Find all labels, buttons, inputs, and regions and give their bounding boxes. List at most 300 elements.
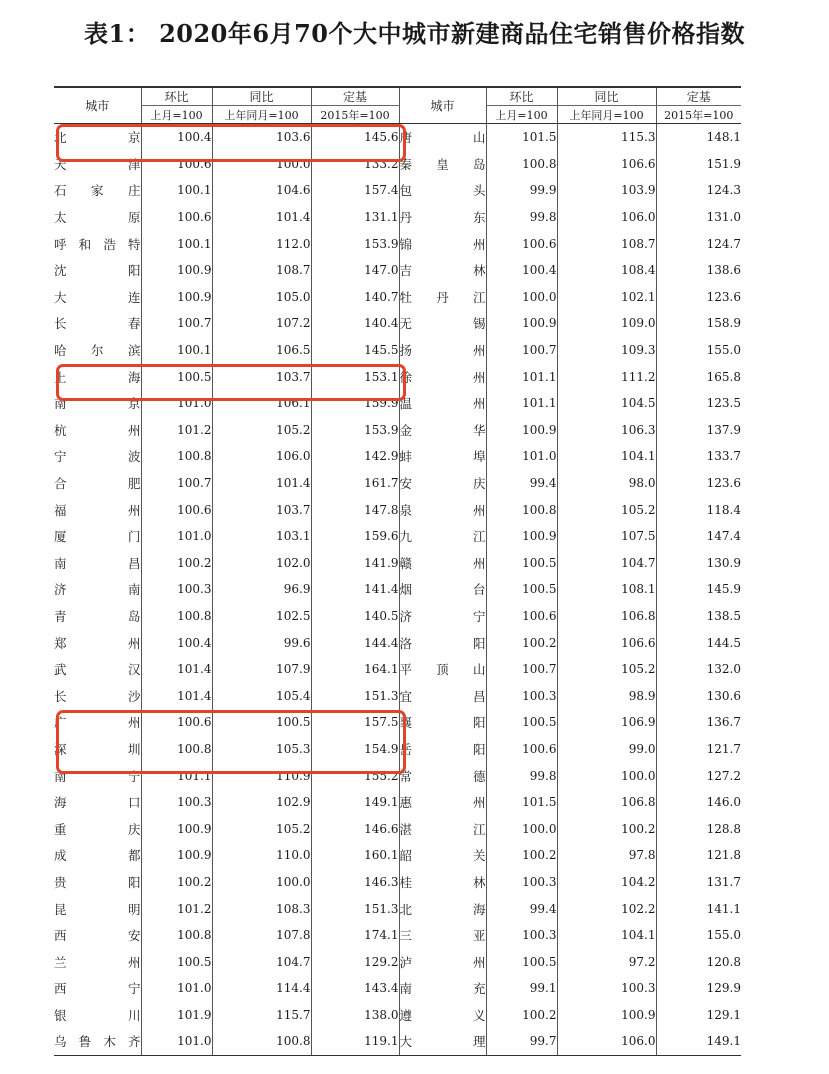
yoy-value: 100.5 bbox=[212, 709, 311, 736]
fixed-value: 151.3 bbox=[311, 682, 399, 709]
fixed-value: 146.0 bbox=[656, 789, 741, 816]
city-name: 桂 林 bbox=[399, 869, 486, 896]
table-row bbox=[54, 815, 741, 842]
mom-value: 101.5 bbox=[486, 789, 557, 816]
yoy-value: 106.8 bbox=[557, 603, 656, 630]
yoy-value: 102.0 bbox=[212, 550, 311, 577]
mom-value: 100.1 bbox=[141, 177, 212, 204]
yoy-value: 108.7 bbox=[212, 257, 311, 284]
city-name: 北 海 bbox=[399, 895, 486, 922]
city-name: 洛 阳 bbox=[399, 629, 486, 656]
table-row bbox=[54, 948, 741, 975]
fixed-value: 127.2 bbox=[656, 762, 741, 789]
mom-value: 100.9 bbox=[141, 842, 212, 869]
table-row bbox=[54, 603, 741, 630]
table-row bbox=[54, 257, 741, 284]
yoy-value: 100.0 bbox=[557, 762, 656, 789]
city-name: 石家庄 bbox=[54, 183, 141, 199]
yoy-value: 100.0 bbox=[212, 869, 311, 896]
fixed-value: 145.6 bbox=[311, 124, 399, 151]
fixed-value: 133.7 bbox=[656, 443, 741, 470]
fixed-base-header: 2015年=100 bbox=[656, 106, 741, 124]
table-row bbox=[54, 124, 741, 151]
mom-value: 100.5 bbox=[486, 576, 557, 603]
city-name: 南 宁 bbox=[54, 768, 141, 784]
table-row bbox=[54, 284, 741, 311]
fixed-value: 128.8 bbox=[656, 815, 741, 842]
mom-value: 101.0 bbox=[141, 975, 212, 1002]
table-row bbox=[54, 390, 741, 417]
yoy-value: 108.4 bbox=[557, 257, 656, 284]
city-name: 太 原 bbox=[54, 210, 141, 226]
mom-value: 100.6 bbox=[141, 496, 212, 523]
table-row bbox=[54, 496, 741, 523]
yoy-value: 103.7 bbox=[212, 363, 311, 390]
yoy-value: 108.1 bbox=[557, 576, 656, 603]
fixed-value: 141.1 bbox=[656, 895, 741, 922]
fixed-value: 138.5 bbox=[656, 603, 741, 630]
mom-value: 101.4 bbox=[141, 656, 212, 683]
yoy-value: 100.2 bbox=[557, 815, 656, 842]
fixed-value: 141.4 bbox=[311, 576, 399, 603]
table-row bbox=[54, 762, 741, 789]
mom-value: 100.9 bbox=[486, 417, 557, 444]
yoy-value: 98.0 bbox=[557, 470, 656, 497]
fixed-value: 157.4 bbox=[311, 177, 399, 204]
city-name: 昆 明 bbox=[54, 901, 141, 917]
fixed-value: 155.2 bbox=[311, 762, 399, 789]
yoy-value: 105.3 bbox=[212, 736, 311, 763]
mom-value: 101.9 bbox=[141, 1002, 212, 1029]
table-row bbox=[54, 842, 741, 869]
fixed-value: 159.9 bbox=[311, 390, 399, 417]
city-name: 重 庆 bbox=[54, 821, 141, 837]
table-row bbox=[54, 656, 741, 683]
mom-base-header: 上月=100 bbox=[141, 106, 212, 124]
fixed-value: 149.1 bbox=[656, 1028, 741, 1055]
fixed-value: 148.1 bbox=[656, 124, 741, 151]
mom-value: 100.4 bbox=[486, 257, 557, 284]
yoy-value: 108.7 bbox=[557, 230, 656, 257]
fixed-value: 151.9 bbox=[656, 151, 741, 178]
fixed-value: 120.8 bbox=[656, 948, 741, 975]
mom-value: 101.1 bbox=[486, 390, 557, 417]
mom-value: 100.8 bbox=[486, 151, 557, 178]
mom-value: 100.7 bbox=[141, 470, 212, 497]
yoy-value: 107.5 bbox=[557, 523, 656, 550]
fixed-value: 147.4 bbox=[656, 523, 741, 550]
yoy-value: 110.9 bbox=[212, 762, 311, 789]
city-name: 天 津 bbox=[54, 156, 141, 172]
yoy-value: 105.2 bbox=[212, 417, 311, 444]
city-name: 九 江 bbox=[399, 523, 486, 550]
fixed-value: 174.1 bbox=[311, 922, 399, 949]
fixed-value: 165.8 bbox=[656, 363, 741, 390]
table-row bbox=[54, 709, 741, 736]
mom-value: 100.5 bbox=[486, 709, 557, 736]
fixed-value: 129.2 bbox=[311, 948, 399, 975]
mom-value: 101.5 bbox=[486, 124, 557, 151]
city-name: 宜 昌 bbox=[399, 682, 486, 709]
city-name: 烟 台 bbox=[399, 576, 486, 603]
mom-value: 100.6 bbox=[141, 204, 212, 231]
city-name: 泸 州 bbox=[399, 948, 486, 975]
city-name: 乌鲁木齐 bbox=[54, 1028, 141, 1055]
mom-value: 100.8 bbox=[486, 496, 557, 523]
mom-value: 100.8 bbox=[141, 922, 212, 949]
yoy-value: 114.4 bbox=[212, 975, 311, 1002]
fixed-value: 142.9 bbox=[311, 443, 399, 470]
price-index-table bbox=[54, 86, 741, 1056]
yoy-value: 104.7 bbox=[557, 550, 656, 577]
mom-value: 100.6 bbox=[141, 151, 212, 178]
mom-value: 100.2 bbox=[486, 629, 557, 656]
fixed-value: 133.2 bbox=[311, 151, 399, 178]
yoy-value: 106.8 bbox=[557, 789, 656, 816]
page-title: 表1： 2020年6月70个大中城市新建商品住宅销售价格指数 bbox=[84, 19, 745, 48]
yoy-value: 100.0 bbox=[212, 151, 311, 178]
city-name: 包 头 bbox=[399, 177, 486, 204]
city-name: 杭 州 bbox=[54, 422, 141, 438]
fixed-value: 154.9 bbox=[311, 736, 399, 763]
table-row bbox=[54, 204, 741, 231]
yoy-value: 103.9 bbox=[557, 177, 656, 204]
yoy-value: 104.2 bbox=[557, 869, 656, 896]
mom-value: 100.9 bbox=[486, 523, 557, 550]
mom-value: 101.0 bbox=[141, 523, 212, 550]
yoy-value: 103.1 bbox=[212, 523, 311, 550]
table-row bbox=[54, 363, 741, 390]
city-name: 济 南 bbox=[54, 582, 141, 598]
mom-value: 101.4 bbox=[141, 682, 212, 709]
table-row bbox=[54, 629, 741, 656]
fixed-value: 123.6 bbox=[656, 470, 741, 497]
city-name: 大 理 bbox=[399, 1028, 486, 1055]
city-name: 呼和浩特 bbox=[54, 236, 141, 252]
yoy-value: 109.0 bbox=[557, 310, 656, 337]
fixed-value: 121.7 bbox=[656, 736, 741, 763]
city-name: 秦皇岛 bbox=[399, 151, 486, 178]
fixed-header: 定基 bbox=[656, 87, 741, 106]
fixed-value: 157.5 bbox=[311, 709, 399, 736]
fixed-header: 定基 bbox=[311, 87, 399, 106]
fixed-value: 123.6 bbox=[656, 284, 741, 311]
fixed-value: 137.9 bbox=[656, 417, 741, 444]
city-name: 安 庆 bbox=[399, 470, 486, 497]
mom-value: 100.3 bbox=[486, 922, 557, 949]
fixed-value: 129.1 bbox=[656, 1002, 741, 1029]
fixed-base-header: 2015年=100 bbox=[311, 106, 399, 124]
yoy-base-header: 上年同月=100 bbox=[557, 106, 656, 124]
yoy-value: 106.0 bbox=[557, 1028, 656, 1055]
table-row bbox=[54, 550, 741, 577]
yoy-value: 102.9 bbox=[212, 789, 311, 816]
yoy-value: 104.1 bbox=[557, 922, 656, 949]
mom-value: 100.7 bbox=[141, 310, 212, 337]
city-name: 深 圳 bbox=[54, 741, 141, 757]
fixed-value: 138.0 bbox=[311, 1002, 399, 1029]
mom-value: 99.8 bbox=[486, 762, 557, 789]
yoy-value: 112.0 bbox=[212, 230, 311, 257]
mom-value: 100.9 bbox=[141, 815, 212, 842]
yoy-value: 111.2 bbox=[557, 363, 656, 390]
mom-value: 100.0 bbox=[486, 815, 557, 842]
fixed-value: 136.7 bbox=[656, 709, 741, 736]
mom-value: 101.0 bbox=[486, 443, 557, 470]
mom-value: 99.1 bbox=[486, 975, 557, 1002]
city-name: 蚌 埠 bbox=[399, 443, 486, 470]
city-name: 无 锡 bbox=[399, 310, 486, 337]
table-row bbox=[54, 576, 741, 603]
yoy-value: 101.4 bbox=[212, 204, 311, 231]
city-name: 襄 阳 bbox=[399, 709, 486, 736]
yoy-value: 96.9 bbox=[212, 576, 311, 603]
yoy-value: 103.7 bbox=[212, 496, 311, 523]
city-name: 成 都 bbox=[54, 848, 141, 864]
city-name: 长 春 bbox=[54, 316, 141, 332]
yoy-value: 108.3 bbox=[212, 895, 311, 922]
mom-value: 101.1 bbox=[141, 762, 212, 789]
fixed-value: 124.7 bbox=[656, 230, 741, 257]
table-row bbox=[54, 443, 741, 470]
fixed-value: 138.6 bbox=[656, 257, 741, 284]
mom-value: 100.9 bbox=[141, 257, 212, 284]
mom-value: 100.8 bbox=[141, 736, 212, 763]
yoy-value: 98.9 bbox=[557, 682, 656, 709]
mom-value: 99.8 bbox=[486, 204, 557, 231]
city-name: 兰 州 bbox=[54, 954, 141, 970]
fixed-value: 118.4 bbox=[656, 496, 741, 523]
fixed-value: 131.0 bbox=[656, 204, 741, 231]
yoy-value: 106.1 bbox=[212, 390, 311, 417]
mom-value: 100.3 bbox=[141, 576, 212, 603]
mom-value: 99.7 bbox=[486, 1028, 557, 1055]
mom-value: 100.7 bbox=[486, 337, 557, 364]
yoy-value: 106.6 bbox=[557, 629, 656, 656]
table-row bbox=[54, 922, 741, 949]
city-name: 常 德 bbox=[399, 762, 486, 789]
mom-value: 100.2 bbox=[486, 842, 557, 869]
mom-value: 100.3 bbox=[141, 789, 212, 816]
fixed-value: 161.7 bbox=[311, 470, 399, 497]
yoy-value: 115.3 bbox=[557, 124, 656, 151]
header-row-bottom bbox=[54, 106, 741, 124]
table-row bbox=[54, 789, 741, 816]
fixed-value: 155.0 bbox=[656, 337, 741, 364]
yoy-value: 100.8 bbox=[212, 1028, 311, 1055]
city-name: 南 充 bbox=[399, 975, 486, 1002]
fixed-value: 144.4 bbox=[311, 629, 399, 656]
city-name: 温 州 bbox=[399, 390, 486, 417]
city-name: 南 昌 bbox=[54, 555, 141, 571]
city-name: 岳 阳 bbox=[399, 736, 486, 763]
table-row bbox=[54, 975, 741, 1002]
city-name: 韶 关 bbox=[399, 842, 486, 869]
city-name: 平顶山 bbox=[399, 656, 486, 683]
fixed-value: 159.6 bbox=[311, 523, 399, 550]
mom-value: 100.3 bbox=[486, 682, 557, 709]
mom-value: 100.7 bbox=[486, 656, 557, 683]
fixed-value: 144.5 bbox=[656, 629, 741, 656]
fixed-value: 145.5 bbox=[311, 337, 399, 364]
mom-value: 100.6 bbox=[486, 736, 557, 763]
header-row-top bbox=[54, 87, 741, 106]
city-name: 惠 州 bbox=[399, 789, 486, 816]
mom-value: 100.3 bbox=[486, 869, 557, 896]
city-name: 广 州 bbox=[54, 715, 141, 731]
fixed-value: 160.1 bbox=[311, 842, 399, 869]
yoy-value: 106.0 bbox=[212, 443, 311, 470]
city-name: 长 沙 bbox=[54, 688, 141, 704]
city-name: 青 岛 bbox=[54, 608, 141, 624]
mom-value: 101.0 bbox=[141, 1028, 212, 1055]
mom-value: 100.9 bbox=[141, 284, 212, 311]
mom-value: 100.2 bbox=[141, 550, 212, 577]
fixed-value: 129.9 bbox=[656, 975, 741, 1002]
yoy-value: 105.2 bbox=[557, 656, 656, 683]
fixed-value: 153.9 bbox=[311, 417, 399, 444]
city-name: 吉 林 bbox=[399, 257, 486, 284]
fixed-value: 140.4 bbox=[311, 310, 399, 337]
yoy-value: 100.9 bbox=[557, 1002, 656, 1029]
fixed-value: 146.6 bbox=[311, 815, 399, 842]
table-row bbox=[54, 682, 741, 709]
table-row bbox=[54, 417, 741, 444]
city-name: 南 京 bbox=[54, 396, 141, 412]
mom-value: 101.2 bbox=[141, 417, 212, 444]
city-name: 济 宁 bbox=[399, 603, 486, 630]
mom-value: 100.5 bbox=[486, 948, 557, 975]
table-row bbox=[54, 230, 741, 257]
table-row bbox=[54, 1002, 741, 1029]
mom-value: 101.0 bbox=[141, 390, 212, 417]
table-row bbox=[54, 177, 741, 204]
yoy-value: 104.1 bbox=[557, 443, 656, 470]
city-name: 沈 阳 bbox=[54, 263, 141, 279]
yoy-value: 104.5 bbox=[557, 390, 656, 417]
yoy-value: 105.0 bbox=[212, 284, 311, 311]
table-row bbox=[54, 895, 741, 922]
mom-value: 101.2 bbox=[141, 895, 212, 922]
fixed-value: 140.5 bbox=[311, 603, 399, 630]
mom-value: 100.4 bbox=[141, 629, 212, 656]
yoy-value: 99.6 bbox=[212, 629, 311, 656]
fixed-value: 123.5 bbox=[656, 390, 741, 417]
yoy-value: 104.6 bbox=[212, 177, 311, 204]
yoy-value: 109.3 bbox=[557, 337, 656, 364]
city-header: 城市 bbox=[54, 87, 141, 124]
yoy-value: 99.0 bbox=[557, 736, 656, 763]
yoy-value: 110.0 bbox=[212, 842, 311, 869]
city-name: 西 宁 bbox=[54, 981, 141, 997]
yoy-value: 102.2 bbox=[557, 895, 656, 922]
fixed-value: 130.9 bbox=[656, 550, 741, 577]
fixed-value: 131.7 bbox=[656, 869, 741, 896]
city-name: 唐 山 bbox=[399, 124, 486, 151]
city-name: 武 汉 bbox=[54, 662, 141, 678]
yoy-value: 106.9 bbox=[557, 709, 656, 736]
yoy-value: 107.8 bbox=[212, 922, 311, 949]
yoy-header: 同比 bbox=[212, 87, 311, 106]
city-header: 城市 bbox=[399, 87, 486, 124]
mom-header: 环比 bbox=[141, 87, 212, 106]
table-row bbox=[54, 470, 741, 497]
mom-value: 100.5 bbox=[141, 948, 212, 975]
fixed-value: 131.1 bbox=[311, 204, 399, 231]
city-name: 徐 州 bbox=[399, 363, 486, 390]
city-name: 福 州 bbox=[54, 502, 141, 518]
mom-value: 100.5 bbox=[141, 363, 212, 390]
fixed-value: 119.1 bbox=[311, 1028, 399, 1055]
yoy-value: 106.6 bbox=[557, 151, 656, 178]
table-row bbox=[54, 337, 741, 364]
mom-value: 100.9 bbox=[486, 310, 557, 337]
fixed-value: 164.1 bbox=[311, 656, 399, 683]
yoy-value: 102.5 bbox=[212, 603, 311, 630]
fixed-value: 149.1 bbox=[311, 789, 399, 816]
fixed-value: 130.6 bbox=[656, 682, 741, 709]
fixed-value: 151.3 bbox=[311, 895, 399, 922]
yoy-value: 101.4 bbox=[212, 470, 311, 497]
city-name: 锦 州 bbox=[399, 230, 486, 257]
yoy-value: 103.6 bbox=[212, 124, 311, 151]
yoy-value: 107.9 bbox=[212, 656, 311, 683]
city-name: 西 安 bbox=[54, 928, 141, 944]
yoy-base-header: 上年同月=100 bbox=[212, 106, 311, 124]
city-name: 海 口 bbox=[54, 795, 141, 811]
city-name: 三 亚 bbox=[399, 922, 486, 949]
table-row bbox=[54, 736, 741, 763]
yoy-value: 105.2 bbox=[557, 496, 656, 523]
mom-value: 100.4 bbox=[141, 124, 212, 151]
yoy-value: 105.4 bbox=[212, 682, 311, 709]
fixed-value: 155.0 bbox=[656, 922, 741, 949]
yoy-value: 115.7 bbox=[212, 1002, 311, 1029]
yoy-value: 97.8 bbox=[557, 842, 656, 869]
yoy-header: 同比 bbox=[557, 87, 656, 106]
yoy-value: 106.5 bbox=[212, 337, 311, 364]
city-name: 郑 州 bbox=[54, 635, 141, 651]
mom-base-header: 上月=100 bbox=[486, 106, 557, 124]
city-name: 扬 州 bbox=[399, 337, 486, 364]
table-row bbox=[54, 310, 741, 337]
mom-value: 100.8 bbox=[141, 603, 212, 630]
city-name: 贵 阳 bbox=[54, 874, 141, 890]
fixed-value: 124.3 bbox=[656, 177, 741, 204]
mom-value: 101.1 bbox=[486, 363, 557, 390]
mom-header: 环比 bbox=[486, 87, 557, 106]
city-name: 金 华 bbox=[399, 417, 486, 444]
mom-value: 100.2 bbox=[141, 869, 212, 896]
yoy-value: 97.2 bbox=[557, 948, 656, 975]
city-name: 银 川 bbox=[54, 1007, 141, 1023]
yoy-value: 104.7 bbox=[212, 948, 311, 975]
mom-value: 100.2 bbox=[486, 1002, 557, 1029]
mom-value: 100.6 bbox=[141, 709, 212, 736]
city-name: 丹 东 bbox=[399, 204, 486, 231]
yoy-value: 105.2 bbox=[212, 815, 311, 842]
fixed-value: 121.8 bbox=[656, 842, 741, 869]
city-name: 泉 州 bbox=[399, 496, 486, 523]
mom-value: 99.4 bbox=[486, 470, 557, 497]
city-name: 赣 州 bbox=[399, 550, 486, 577]
city-name: 牡丹江 bbox=[399, 284, 486, 311]
fixed-value: 140.7 bbox=[311, 284, 399, 311]
city-name: 上 海 bbox=[54, 369, 141, 385]
fixed-value: 132.0 bbox=[656, 656, 741, 683]
fixed-value: 147.8 bbox=[311, 496, 399, 523]
mom-value: 100.6 bbox=[486, 603, 557, 630]
